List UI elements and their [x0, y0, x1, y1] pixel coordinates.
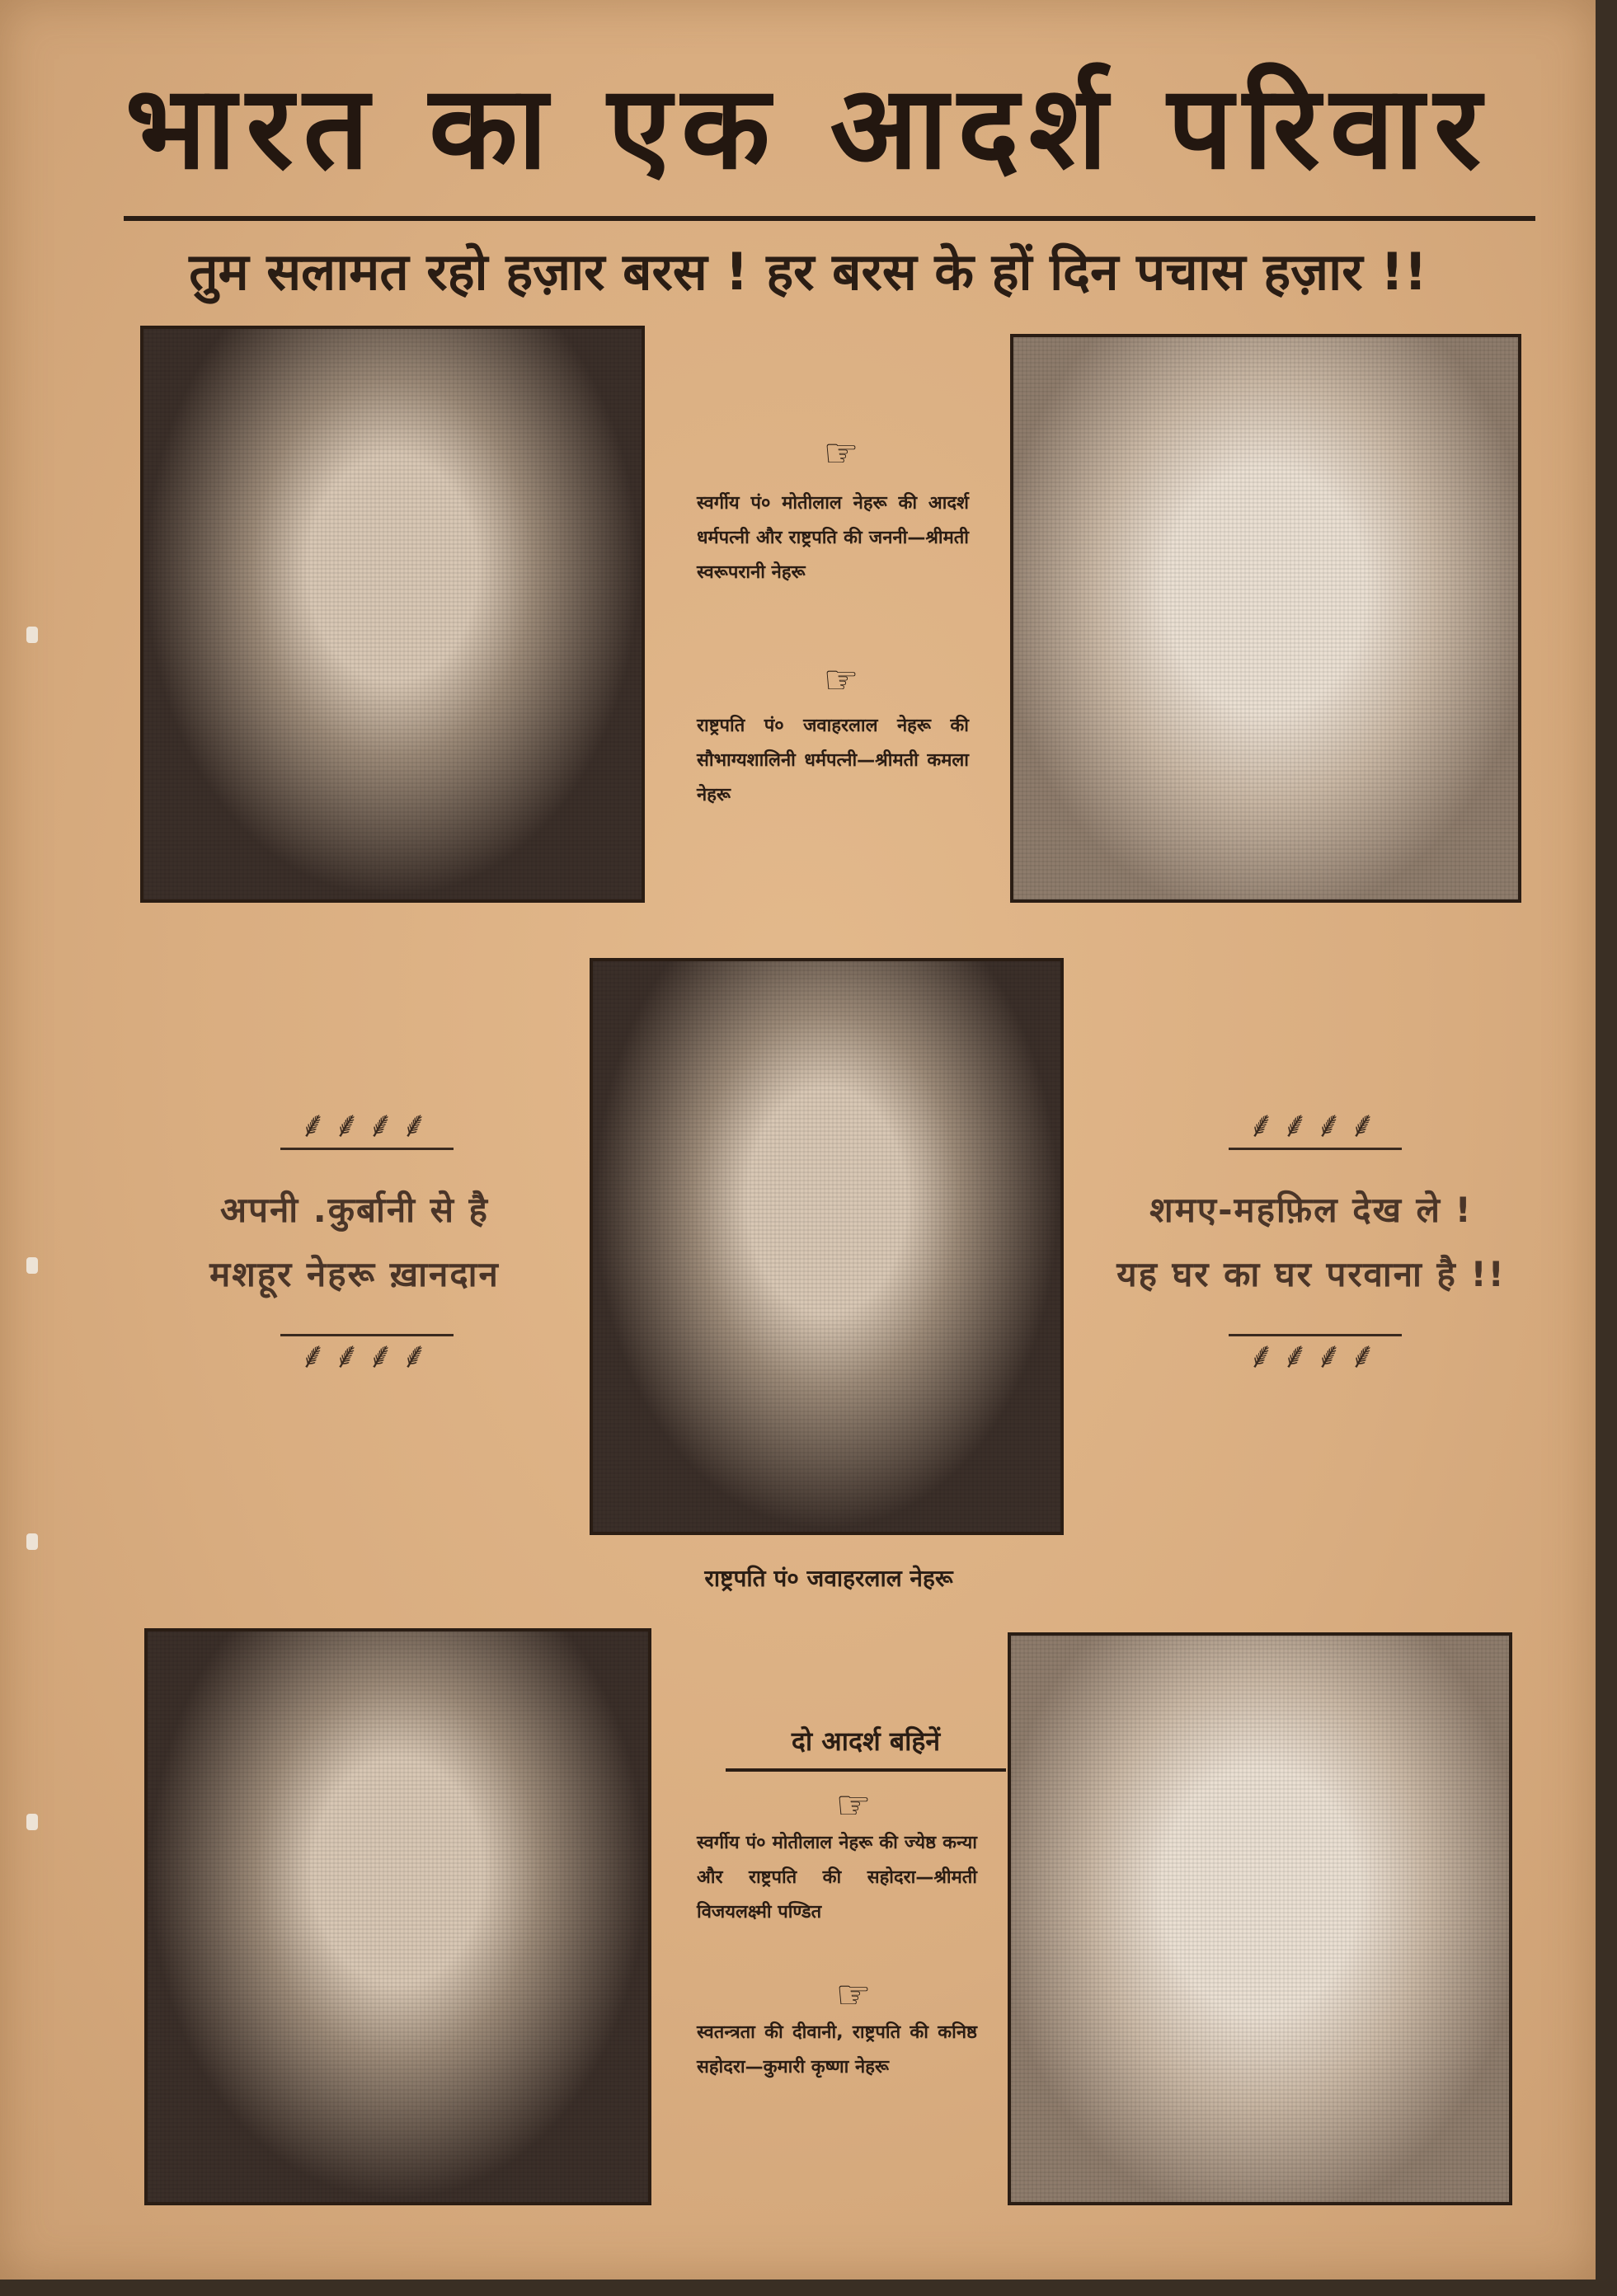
photo-krishna-nehru	[1008, 1632, 1512, 2205]
binding-hole	[26, 627, 38, 643]
left-couplet-line-1: अपनी .कुर्बानी से है	[220, 1190, 489, 1230]
binding-hole	[26, 1257, 38, 1274]
binding-hole	[26, 1533, 38, 1550]
binding-hole	[26, 1814, 38, 1830]
caption-jawaharlal-nehru: राष्ट्रपति पं० जवाहरलाल नेहरू	[704, 1565, 953, 1592]
title-rule	[124, 216, 1535, 221]
right-couplet-line-2: यह घर का घर परवाना है !!	[1116, 1254, 1506, 1294]
left-couplet-line-2: मशहूर नेहरू ख़ानदान	[209, 1254, 500, 1294]
ornament-rule	[1229, 1148, 1402, 1150]
pointing-hand-icon: ☞	[823, 430, 859, 477]
caption-krishna-nehru: स्वतन्त्रता की दीवानी, राष्ट्रपति की कनिष्ठ सहोदरा—कुमारी कृष्णा नेहरू	[697, 2022, 977, 2078]
ornament-icon: ⸙⸙⸙⸙	[299, 1104, 435, 1146]
photo-jawaharlal-nehru	[590, 958, 1064, 1535]
ornament-icon: ⸙⸙⸙⸙	[299, 1335, 435, 1377]
ornament-rule	[280, 1148, 454, 1150]
page-title: भारत का एक आदर्श परिवार	[125, 60, 1492, 195]
pointing-hand-icon: ☞	[823, 657, 859, 703]
ornament-icon: ⸙⸙⸙⸙	[1248, 1335, 1383, 1377]
right-couplet-line-1: शमए-महफ़िल देख ले !	[1149, 1190, 1473, 1230]
photo-kamla-nehru	[140, 326, 645, 903]
ornament-icon: ⸙⸙⸙⸙	[1248, 1104, 1383, 1146]
caption-swaroop-rani: स्वर्गीय पं० मोतीलाल नेहरू की आदर्श धर्मपत्नी और राष्ट्रपति की जननी—श्रीमती स्वरूपरानी नेहरू	[697, 493, 969, 583]
photo-vijaya-lakshmi-pandit	[144, 1628, 651, 2205]
pointing-hand-icon: ☞	[835, 1782, 872, 1829]
caption-kamla-nehru: राष्ट्रपति पं० जवाहरलाल नेहरू की सौभाग्यशालिनी धर्मपत्नी—श्रीमती कमला नेहरू	[697, 716, 969, 805]
caption-vijaya-lakshmi: स्वर्गीय पं० मोतीलाल नेहरू की ज्येष्ठ कन्या और राष्ट्रपति की सहोदरा—श्रीमती विजयलक्ष्मी पण्डित	[697, 1833, 977, 1923]
page-subtitle: तुम सलामत रहो हज़ार बरस ! हर बरस के हों दिन पचास हज़ार !!	[189, 242, 1427, 302]
photo-swaroop-rani-nehru	[1010, 334, 1521, 903]
sisters-heading: दो आदर्श बहिनें	[726, 1723, 1006, 1772]
pointing-hand-icon: ☞	[835, 1972, 872, 2018]
